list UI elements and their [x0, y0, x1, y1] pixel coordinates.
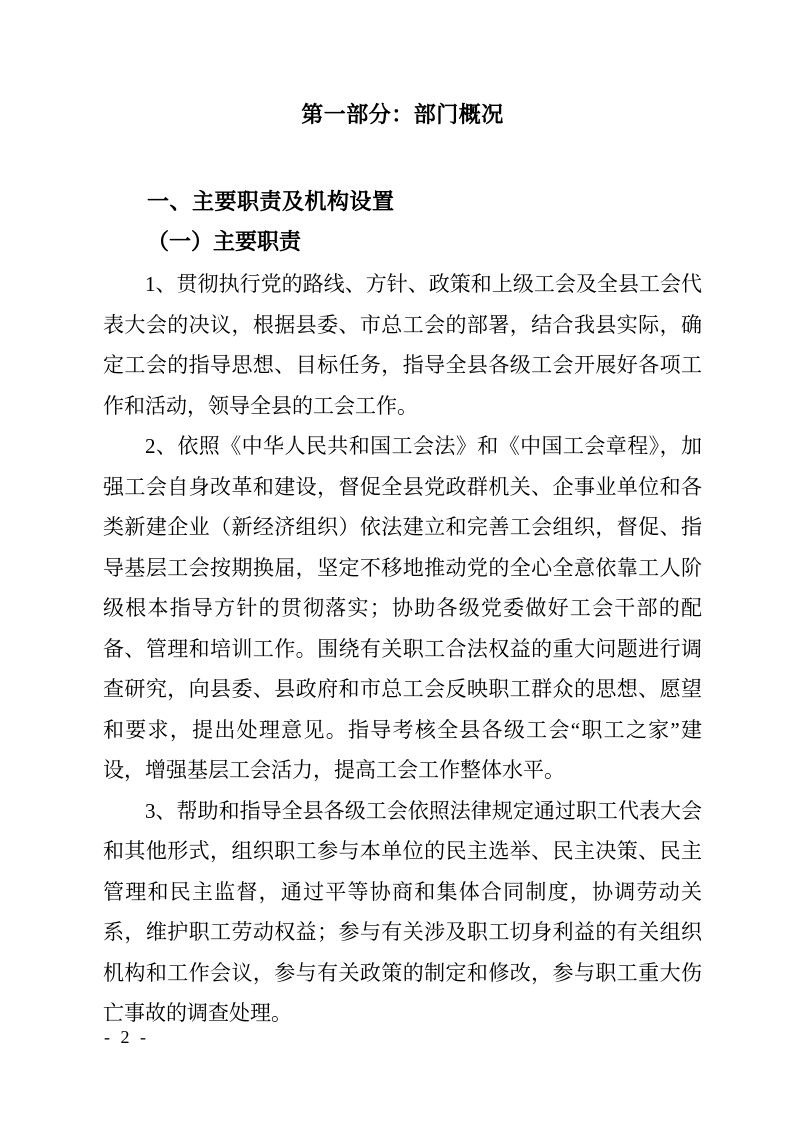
section-heading-responsibilities: 一、主要职责及机构设置 [147, 189, 395, 214]
page-title: 第一部分：部门概况 [301, 102, 504, 127]
paragraph-duty-3: 3、帮助和指导全县各级工会依照法律规定通过职工代表大会和其他形式，组织职工参与本单位的民主选举、民主决策、民主管理和民主监督，通过平等协商和集体合同制度，协调劳动关系，维护职工劳动权益；参与有关涉及职工切身利益的有关组织机构和工作会议，参与有关政策的制定和修改，参与职工重大伤亡事故的调查处理。 [103, 798, 702, 1025]
paragraph-duty-1: 1、贯彻执行党的路线、方针、政策和上级工会及全县工会代表大会的决议，根据县委、市总工会的部署，结合我县实际，确定工会的指导思想、目标任务，指导全县各级工会开展好各项工作和活动，领导全县的工会工作。 [103, 272, 702, 418]
paragraph-duty-2: 2、依照《中华人民共和国工会法》和《中国工会章程》，加强工会自身改革和建设，督促全县党政群机关、企事业单位和各类新建企业（新经济组织）依法建立和完善工会组织，督促、指导基层工会按期换届，坚定不移地推动党的全心全意依靠工人阶级根本指导方针的贯彻落实；协助各级党委做好工会干部的配备、管理和培训工作。围绕有关职工合法权益的重大问题进行调查研究，向县委、县政府和市总工会反映职工群众的思想、愿望和要求，提出处理意见。指导考核全县各级工会“职工之家”建设，增强基层工会活力，提高工会工作整体水平。 [103, 434, 702, 782]
page-number: - 2 - [104, 1027, 149, 1047]
sub-heading-main-duties: （一）主要职责 [147, 229, 302, 254]
